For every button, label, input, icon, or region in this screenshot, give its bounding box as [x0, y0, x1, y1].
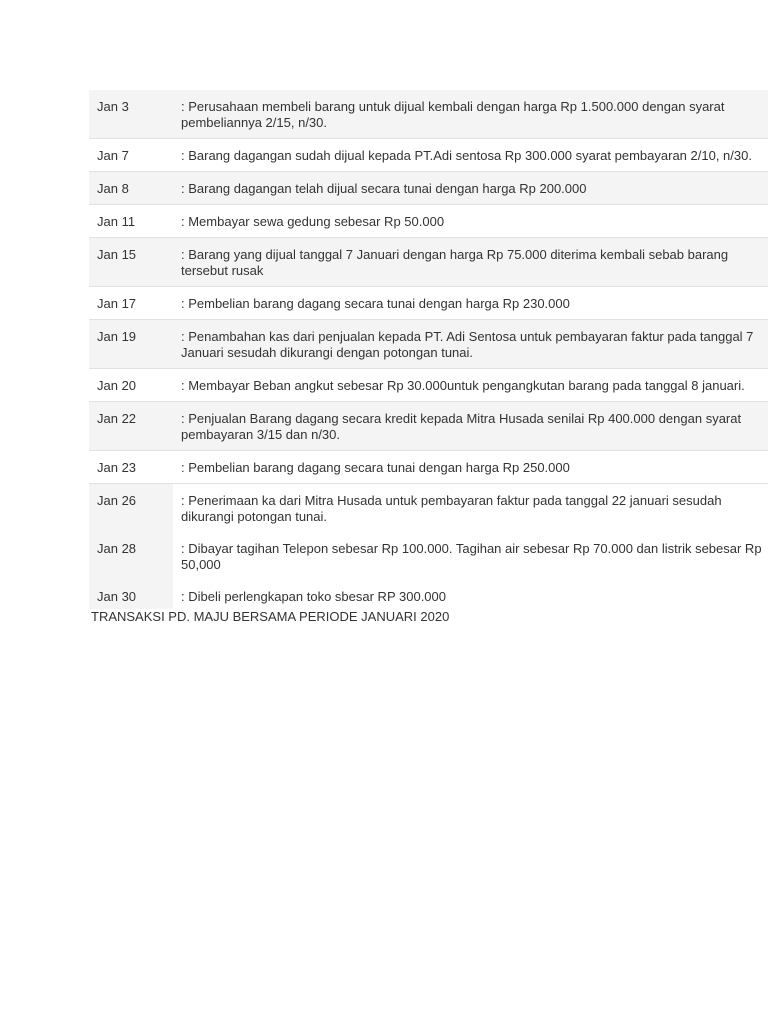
table-row — [89, 580, 768, 609]
transaction-description: : Dibeli perlengkapan toko sbesar RP 300.000 — [173, 580, 768, 609]
table-caption: TRANSAKSI PD. MAJU BERSAMA PERIODE JANUARI 2020 — [91, 609, 450, 624]
transaction-date: Jan 3 — [89, 90, 173, 139]
table-row — [89, 451, 768, 484]
document-page — [89, 90, 768, 625]
transaction-description: : Perusahaan membeli barang untuk dijual kembali dengan harga Rp 1.500.000 dengan syarat pembeliannya 2/15, n/30. — [173, 90, 768, 139]
transaction-date: Jan 23 — [89, 451, 173, 484]
transaction-description: : Penambahan kas dari penjualan kepada PT. Adi Sentosa untuk pembayaran faktur pada tanggal 7 Januari sesudah dikurangi dengan potongan tunai. — [173, 320, 768, 369]
table-row — [89, 532, 768, 580]
transaction-description: : Membayar Beban angkut sebesar Rp 30.000untuk pengangkutan barang pada tanggal 8 januari. — [173, 369, 768, 402]
transaction-date: Jan 30 — [89, 580, 173, 609]
table-row — [89, 287, 768, 320]
transaction-date: Jan 15 — [89, 238, 173, 287]
table-row — [89, 320, 768, 369]
transaction-date: Jan 20 — [89, 369, 173, 402]
table-row — [89, 205, 768, 238]
table-row — [89, 238, 768, 287]
table-row — [89, 484, 768, 533]
table-row — [89, 172, 768, 205]
transaction-description: : Barang dagangan telah dijual secara tunai dengan harga Rp 200.000 — [173, 172, 768, 205]
transaction-date: Jan 7 — [89, 139, 173, 172]
table-row — [89, 139, 768, 172]
transaction-date: Jan 11 — [89, 205, 173, 238]
transaction-date: Jan 17 — [89, 287, 173, 320]
transaction-description: : Pembelian barang dagang secara tunai dengan harga Rp 230.000 — [173, 287, 768, 320]
transaction-description: : Membayar sewa gedung sebesar Rp 50.000 — [173, 205, 768, 238]
transaction-date: Jan 28 — [89, 532, 173, 580]
transaction-date: Jan 26 — [89, 484, 173, 533]
table-row — [89, 369, 768, 402]
transaction-date: Jan 22 — [89, 402, 173, 451]
table-row — [89, 90, 768, 139]
transaction-description: : Barang yang dijual tanggal 7 Januari dengan harga Rp 75.000 diterima kembali sebab barang tersebut rusak — [173, 238, 768, 287]
transactions-table — [89, 90, 768, 609]
transaction-date: Jan 19 — [89, 320, 173, 369]
transaction-description: : Penjualan Barang dagang secara kredit kepada Mitra Husada senilai Rp 400.000 dengan syarat pembayaran 3/15 dan n/30. — [173, 402, 768, 451]
transaction-description: : Dibayar tagihan Telepon sebesar Rp 100.000. Tagihan air sebesar Rp 70.000 dan listrik sebesar Rp 50,000 — [173, 532, 768, 580]
transaction-description: : Barang dagangan sudah dijual kepada PT.Adi sentosa Rp 300.000 syarat pembayaran 2/10, n/30. — [173, 139, 768, 172]
transaction-description: : Pembelian barang dagang secara tunai dengan harga Rp 250.000 — [173, 451, 768, 484]
transaction-description: : Penerimaan ka dari Mitra Husada untuk pembayaran faktur pada tanggal 22 januari sesudah dikurangi potongan tunai. — [173, 484, 768, 533]
table-row — [89, 402, 768, 451]
transaction-date: Jan 8 — [89, 172, 173, 205]
